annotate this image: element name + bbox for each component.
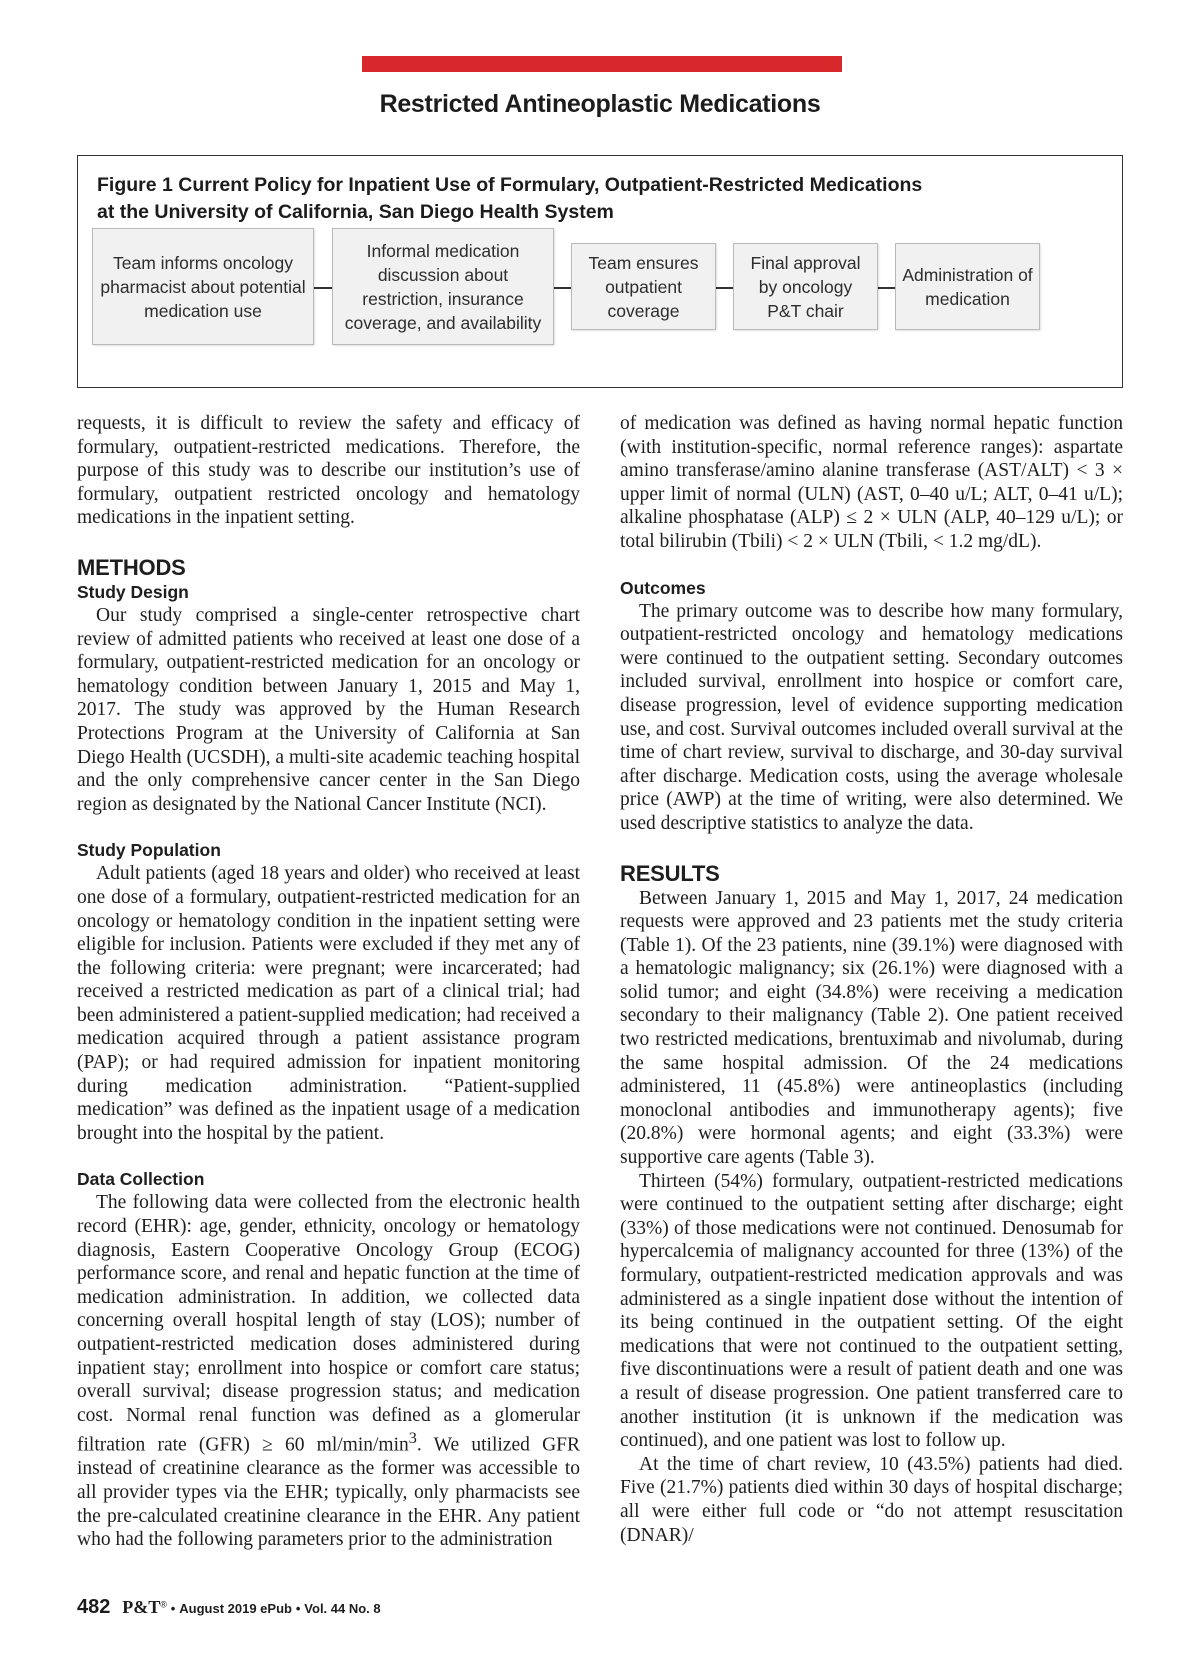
flow-connector xyxy=(314,287,332,289)
results-paragraph: At the time of chart review, 10 (43.5%) patients had died. Five (21.7%) patients died within 30 days of hospital discharge; all were either full code or “do not attempt resuscitation (DNAR)/ xyxy=(620,1453,1123,1546)
footer-separator: • xyxy=(295,1601,301,1616)
flow-connector xyxy=(878,287,895,289)
right-column xyxy=(620,412,1123,1547)
data-collection-heading: Data Collection xyxy=(77,1169,205,1190)
study-population-heading: Study Population xyxy=(77,840,221,861)
page-footer xyxy=(77,1596,381,1619)
journal-name: P&T xyxy=(122,1597,161,1617)
results-paragraph: Thirteen (54%) formulary, outpatient-restricted medications were continued to the outpatient setting after discharge; eight (33%) of those medications were not continued. Denosumab for hypercalcemia of malignancy accounted for three (13%) of the formulary, outpatient-restricted medication approvals and was administered as a single inpatient dose without the intention of its being continued in the outpatient setting. Of the eight medications that were not continued to the outpatient setting, five discontinuations were a result of patient death and one was a result of disease progression. One patient transferred care to another institution (it is unknown if the medication was continued), and one patient was lost to follow up. xyxy=(620,1170,1123,1452)
study-population-paragraph: Adult patients (aged 18 years and older) who received at least one dose of a formulary, outpatient-restricted medication for an oncology or hematology condition in the inpatient setting were eligible for inclusion. Patients were excluded if they met any of the following criteria: were pregnant; were incarcerated; had received a restricted medication as part of a clinical trial; had been administered a patient-supplied medication; had received a medication acquired through a patient assistance program (PAP); or had required admission for inpatient monitoring during medication administration. “Patient-supplied medication” was defined as the inpatient usage of a medication brought into the hospital by the patient. xyxy=(77,863,580,1144)
footer-separator: • xyxy=(170,1601,176,1616)
study-design-paragraph: Our study comprised a single-center retrospective chart review of admitted patients who received at least one dose of a formulary, outpatient-restricted medication for an oncology or hematology condition between January 1, 2015 and May 1, 2017. The study was approved by the Human Research Protections Program at the University of California at San Diego Health (UCSDH), a multi-site academic teaching hospital and the only comprehensive cancer center in the San Diego region as designated by the National Cancer Institute (NCI). xyxy=(77,604,580,815)
flow-step-1: Team informs oncology pharmacist about potential medication use xyxy=(92,228,314,345)
hepatic-paragraph: of medication was defined as having normal hepatic function (with institution-specific, normal reference ranges): aspartate amino transferase/amino alanine transferase (AST/ALT) < 3 × upper limit of normal (ULN) (AST, 0–40 u/L; ALT, 0–41 u/L); alkaline phosphatase (ALP) ≤ 2 × ULN (ALP, 40–129 u/L); or total bilirubin (Tbili) < 2 × ULN (Tbili, < 1.2 mg/dL). xyxy=(620,413,1123,552)
data-collection-text: . We utilized GFR instead of creatinine clearance as the former was accessible to all provider types via the EHR; typically, only pharmacists see the pre-calculated creatinine clearance in the EHR. Any patient who had the following parameters prior to the administration xyxy=(77,1434,581,1551)
flow-connector xyxy=(554,287,571,289)
intro-paragraph: requests, it is difficult to review the safety and efficacy of formulary, outpatient-restricted medications. Therefore, the purpose of this study was to describe our institution’s use of formulary, outpatient restricted oncology and hematology medications in the inpatient setting. xyxy=(77,413,580,529)
results-paragraph: Between January 1, 2015 and May 1, 2017, 24 medication requests were approved and 23 patients met the study criteria (Table 1). Of the 23 patients, nine (39.1%) were diagnosed with a hematologic malignancy; six (26.1%) were diagnosed with a solid tumor; and eight (34.8%) were receiving a medication secondary to their malignancy (Table 2). One patient received two restricted medications, brentuximab and nivolumab, during the same hospital admission. Of the 24 medications administered, 11 (45.8%) were antineoplastics (including monoclonal antibodies and immunotherapy agents); five (20.8%) were hormonal agents; and eight (33.3%) were supportive care agents (Table 3). xyxy=(620,887,1123,1169)
superscript: 3 xyxy=(408,1429,417,1448)
flow-step-2: Informal medication discussion about restriction, insurance coverage, and availability xyxy=(332,228,554,345)
flow-step-4: Final approval by oncology P&T chair xyxy=(733,243,878,330)
page-number: 482 xyxy=(77,1596,111,1618)
left-column xyxy=(77,412,580,1552)
header-accent-bar xyxy=(362,56,842,72)
outcomes-heading: Outcomes xyxy=(620,577,706,598)
methods-heading: METHODS xyxy=(77,554,186,580)
registered-mark: ® xyxy=(160,1599,167,1610)
outcomes-paragraph: The primary outcome was to describe how many formulary, outpatient-restricted oncology and hematology medications were continued to the outpatient setting. Secondary outcomes included survival, enrollment into hospice or comfort care, disease progression, level of evidence supporting medication use, and cost. Survival outcomes included overall survival at the time of chart review, survival to discharge, and 30-day survival after discharge. Medication costs, using the average wholesale price (AWP) at the time of writing, were also determined. We used descriptive statistics to analyze the data. xyxy=(620,600,1123,834)
study-design-heading: Study Design xyxy=(77,581,189,602)
figure-caption xyxy=(97,172,1097,226)
volume-info: Vol. 44 No. 8 xyxy=(304,1601,381,1616)
figure-caption-line: at the University of California, San Diego Health System xyxy=(97,201,614,223)
flow-connector xyxy=(716,287,733,289)
data-collection-paragraph xyxy=(77,1191,580,1551)
flow-step-3: Team ensures outpatient coverage xyxy=(571,243,716,330)
running-title: Restricted Antineoplastic Medications xyxy=(379,90,821,118)
data-collection-text: The following data were collected from the electronic health record (EHR): age, gender, ethnicity, oncology or hematology diagnosis, Eastern Cooperative Oncology Group (ECOG) performance score, and renal and hepatic function at the time of medication administration. In addition, we collected data concerning overall hospital length of stay (LOS); number of outpatient-restricted medication doses administered during inpatient stay; enrollment into hospice or comfort care status; overall survival; disease progression status; and medication cost. Normal renal function was defined as a glomerular filtration rate (GFR) ≥ 60 ml/min/min xyxy=(77,1192,580,1456)
flow-step-5: Administration of medication xyxy=(895,243,1040,330)
issue-date: August 2019 ePub xyxy=(179,1601,292,1616)
figure-1 xyxy=(77,155,1123,388)
results-heading: RESULTS xyxy=(620,860,720,886)
figure-caption-line: Figure 1 Current Policy for Inpatient Use of Formulary, Outpatient-Restricted Medications xyxy=(97,174,923,196)
